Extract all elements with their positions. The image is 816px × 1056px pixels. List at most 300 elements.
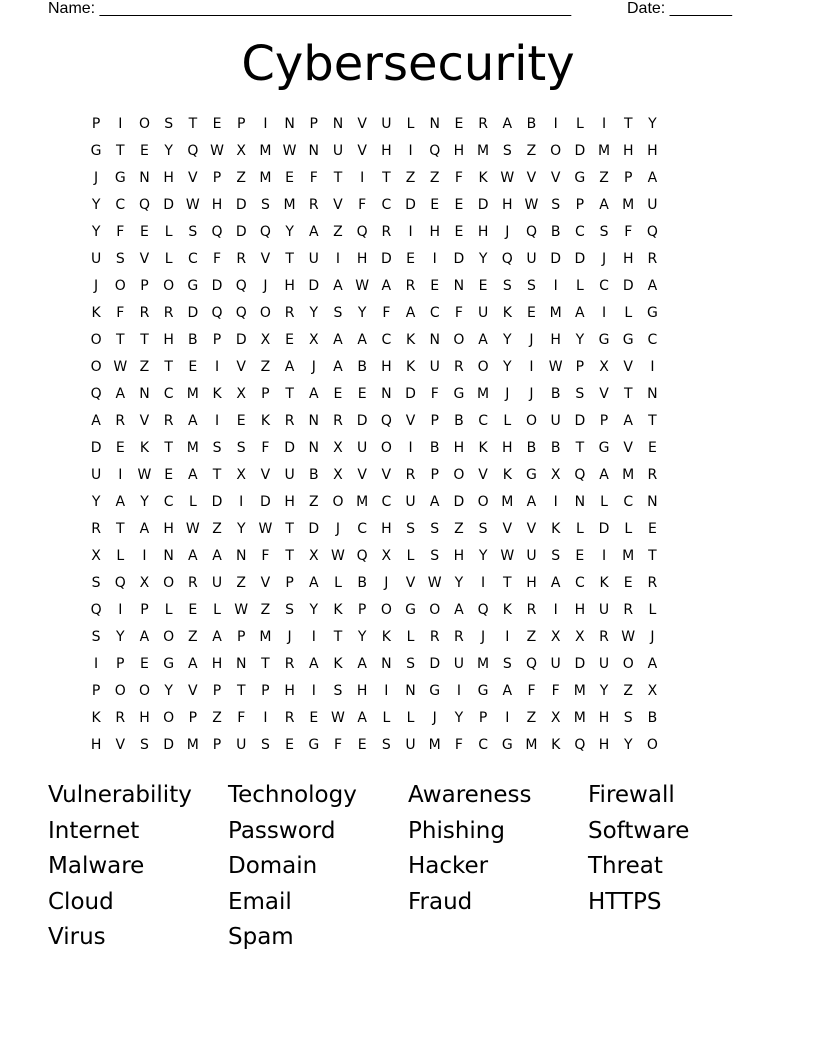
grid-letter: Q — [477, 602, 489, 618]
grid-letter: D — [405, 197, 416, 213]
grid-letter: B — [188, 332, 198, 348]
grid-letter: O — [163, 278, 175, 294]
grid-letter: N — [308, 143, 320, 159]
grid-letter: M — [283, 197, 296, 213]
grid-letter: H — [163, 521, 174, 537]
grid-letter: T — [116, 521, 125, 537]
grid-letter: H — [284, 494, 295, 510]
grid-letter: A — [188, 656, 198, 672]
grid-letter: I — [214, 359, 220, 375]
grid-letter: P — [599, 413, 609, 429]
grid-letter: G — [598, 332, 610, 348]
word-list-item: Virus — [48, 924, 106, 950]
grid-letter: W — [427, 575, 442, 591]
grid-letter: A — [599, 197, 609, 213]
grid-letter: N — [429, 116, 440, 132]
grid-letter: X — [575, 629, 585, 645]
grid-letter: Y — [91, 197, 101, 213]
grid-letter: D — [187, 305, 199, 321]
grid-letter: T — [648, 548, 657, 564]
grid-letter: L — [503, 413, 512, 429]
grid-letter: V — [260, 575, 271, 591]
grid-letter: E — [357, 386, 367, 402]
grid-letter: W — [258, 521, 273, 537]
grid-letter: R — [405, 467, 416, 483]
grid-letter: M — [186, 737, 199, 753]
grid-letter: D — [550, 251, 562, 267]
grid-letter: A — [647, 278, 658, 294]
grid-letter: C — [599, 278, 609, 294]
grid-letter: A — [308, 224, 319, 240]
grid-letter: A — [212, 629, 222, 645]
grid-letter: U — [236, 737, 247, 753]
grid-letter: D — [453, 494, 465, 510]
grid-letter: E — [527, 305, 536, 321]
grid-letter: I — [311, 683, 316, 699]
grid-letter: E — [647, 440, 657, 456]
grid-letter: D — [308, 521, 320, 537]
grid-letter: Z — [212, 710, 222, 726]
grid-letter: L — [600, 494, 608, 510]
grid-letter: A — [188, 413, 198, 429]
grid-letter: I — [505, 710, 510, 726]
grid-letter: G — [574, 170, 586, 186]
grid-letter: F — [309, 170, 318, 186]
grid-row — [84, 653, 740, 680]
grid-letter: X — [308, 548, 319, 564]
grid-letter: P — [285, 575, 294, 591]
grid-letter: I — [408, 224, 413, 240]
grid-letter: E — [140, 224, 149, 240]
grid-letter: W — [331, 548, 345, 564]
grid-letter: L — [164, 224, 173, 240]
grid-letter: L — [406, 629, 415, 645]
grid-letter: U — [550, 413, 561, 429]
grid-letter: S — [164, 116, 174, 132]
grid-letter: D — [235, 224, 247, 240]
grid-letter: S — [551, 197, 561, 213]
grid-letter: Q — [114, 575, 126, 591]
grid-letter: O — [550, 143, 562, 159]
grid-letter: Y — [164, 683, 173, 699]
grid-letter: G — [90, 143, 102, 159]
grid-letter: H — [502, 440, 513, 456]
grid-letter: R — [284, 305, 295, 321]
grid-letter: M — [549, 305, 562, 321]
grid-letter: M — [477, 386, 490, 402]
grid-letter: L — [164, 602, 173, 618]
grid-letter: I — [529, 359, 534, 375]
grid-letter: A — [212, 548, 222, 564]
grid-letter: Z — [623, 683, 634, 699]
grid-letter: M — [622, 197, 635, 213]
grid-letter: N — [139, 386, 150, 402]
word-list-item: Phishing — [408, 817, 505, 844]
grid-letter: V — [405, 413, 416, 429]
grid-letter: M — [428, 737, 441, 753]
grid-row — [84, 329, 740, 356]
grid-letter: U — [90, 467, 102, 483]
grid-letter: K — [599, 575, 609, 591]
grid-letter: B — [526, 440, 537, 456]
grid-letter: N — [574, 494, 586, 510]
word-list-item: Firewall — [588, 782, 675, 808]
grid-letter: J — [287, 629, 292, 645]
grid-letter: G — [646, 305, 658, 321]
grid-letter: H — [381, 143, 392, 159]
grid-letter: M — [573, 683, 586, 699]
grid-letter: N — [308, 413, 320, 429]
grid-letter: A — [333, 332, 343, 348]
grid-letter: A — [454, 602, 464, 618]
grid-letter: Y — [503, 332, 512, 348]
page-title: Cybersecurity — [241, 36, 575, 92]
grid-letter: A — [550, 575, 561, 591]
grid-letter: W — [524, 197, 539, 213]
grid-letter: H — [453, 548, 465, 564]
grid-letter: J — [505, 386, 510, 402]
grid-letter: V — [188, 683, 198, 699]
grid-letter: J — [94, 278, 99, 294]
grid-letter: A — [91, 413, 101, 429]
grid-row — [84, 734, 740, 761]
grid-letter: O — [453, 467, 465, 483]
grid-letter: G — [501, 737, 513, 753]
grid-letter: I — [142, 548, 147, 564]
grid-letter: I — [263, 116, 268, 132]
word-list — [48, 780, 788, 958]
grid-letter: Q — [235, 305, 247, 321]
grid-letter: M — [477, 143, 490, 159]
grid-letter: O — [646, 737, 658, 753]
grid-letter: I — [432, 251, 437, 267]
grid-letter: R — [381, 224, 392, 240]
grid-letter: Y — [116, 629, 125, 645]
grid-letter: E — [454, 224, 464, 240]
grid-letter: Q — [90, 602, 102, 618]
grid-letter: S — [140, 737, 149, 753]
grid-letter: R — [187, 575, 198, 591]
grid-letter: I — [601, 305, 607, 321]
grid-letter: I — [311, 629, 316, 645]
grid-letter: L — [406, 116, 415, 132]
word-list-item: HTTPS — [588, 888, 662, 915]
word-list-item: Hacker — [408, 853, 489, 879]
grid-letter: R — [163, 413, 174, 429]
grid-letter: I — [118, 602, 123, 618]
grid-letter: F — [551, 683, 560, 699]
grid-letter: O — [138, 683, 150, 699]
grid-letter: F — [116, 224, 125, 240]
grid-letter: Y — [140, 494, 149, 510]
grid-letter: K — [212, 386, 222, 402]
grid-letter: M — [501, 494, 514, 510]
grid-letter: B — [526, 116, 537, 132]
grid-letter: S — [430, 521, 440, 537]
grid-letter: Z — [260, 602, 271, 618]
grid-letter: D — [574, 251, 586, 267]
grid-letter: A — [308, 575, 319, 591]
word-list-item: Email — [228, 888, 292, 915]
grid-letter: Y — [91, 494, 101, 510]
grid-letter: H — [356, 683, 368, 699]
grid-letter: O — [138, 116, 150, 132]
grid-letter: R — [623, 602, 634, 618]
grid-letter: O — [380, 440, 392, 456]
grid-letter: H — [574, 602, 586, 618]
grid-letter: Q — [646, 224, 658, 240]
grid-letter: B — [308, 467, 319, 483]
grid-letter: E — [454, 197, 464, 213]
grid-letter: G — [622, 332, 634, 348]
grid-letter: H — [163, 332, 174, 348]
grid-letter: R — [284, 413, 295, 429]
grid-letter: U — [357, 440, 368, 456]
grid-letter: B — [550, 386, 561, 402]
grid-letter: L — [116, 548, 125, 564]
grid-letter: S — [381, 737, 391, 753]
grid-letter: L — [188, 494, 197, 510]
grid-letter: X — [308, 332, 319, 348]
grid-letter: A — [599, 467, 609, 483]
grid-letter: I — [360, 170, 365, 186]
grid-letter: K — [405, 332, 416, 348]
grid-letter: T — [164, 440, 173, 456]
grid-letter: Z — [333, 224, 343, 240]
grid-letter: V — [357, 143, 367, 159]
grid-letter: V — [357, 116, 367, 132]
grid-letter: P — [236, 116, 246, 132]
grid-letter: V — [478, 467, 488, 483]
grid-letter: Y — [599, 683, 609, 699]
grid-row — [84, 545, 740, 572]
grid-letter: A — [429, 494, 440, 510]
grid-letter: I — [481, 575, 486, 591]
grid-row — [84, 626, 740, 653]
date-line: Date: _______ — [627, 0, 732, 17]
grid-letter: Y — [164, 143, 173, 159]
grid-letter: C — [647, 332, 658, 348]
grid-letter: G — [598, 440, 610, 456]
grid-letter: Y — [478, 251, 488, 267]
grid-letter: I — [553, 602, 558, 618]
grid-letter: W — [355, 278, 370, 294]
grid-letter: E — [188, 602, 198, 618]
grid-letter: F — [527, 683, 536, 699]
grid-letter: L — [406, 710, 415, 726]
grid-letter: I — [263, 710, 268, 726]
grid-letter: D — [598, 521, 610, 537]
grid-letter: E — [406, 251, 415, 267]
grid-letter: J — [263, 278, 268, 294]
grid-letter: X — [381, 548, 392, 564]
grid-letter: W — [234, 602, 249, 618]
grid-letter: O — [332, 494, 344, 510]
grid-letter: L — [406, 548, 415, 564]
grid-letter: G — [477, 683, 489, 699]
grid-letter: M — [597, 143, 611, 159]
grid-letter: X — [333, 440, 343, 456]
grid-letter: T — [116, 143, 125, 159]
grid-row — [84, 383, 740, 410]
grid-letter: Q — [525, 224, 537, 240]
grid-letter: V — [381, 467, 392, 483]
grid-letter: J — [94, 170, 99, 186]
grid-letter: D — [211, 494, 223, 510]
grid-letter: T — [623, 116, 633, 132]
grid-letter: D — [211, 278, 223, 294]
grid-letter: T — [382, 170, 391, 186]
grid-letter: Y — [285, 224, 294, 240]
grid-letter: B — [647, 710, 658, 726]
grid-letter: R — [163, 305, 174, 321]
grid-letter: A — [478, 332, 488, 348]
grid-letter: K — [405, 359, 416, 375]
grid-letter: M — [186, 386, 199, 402]
grid-letter: R — [454, 629, 464, 645]
grid-letter: H — [429, 224, 440, 240]
grid-letter: Y — [454, 575, 464, 591]
grid-letter: N — [647, 386, 658, 402]
grid-letter: V — [526, 521, 537, 537]
grid-letter: N — [284, 116, 295, 132]
grid-letter: J — [311, 359, 316, 375]
grid-letter: D — [90, 440, 102, 456]
grid-letter: C — [381, 197, 392, 213]
grid-letter: Q — [211, 305, 223, 321]
grid-letter: U — [429, 359, 440, 375]
grid-letter: B — [454, 413, 464, 429]
grid-letter: E — [454, 116, 464, 132]
grid-letter: S — [333, 305, 343, 321]
grid-letter: Z — [405, 170, 416, 186]
grid-letter: O — [259, 305, 271, 321]
grid-letter: W — [185, 197, 200, 213]
grid-letter: Z — [260, 359, 271, 375]
grid-letter: P — [91, 116, 101, 132]
grid-letter: T — [648, 413, 657, 429]
grid-letter: H — [211, 656, 223, 672]
grid-letter: E — [236, 413, 246, 429]
grid-letter: L — [575, 521, 584, 537]
grid-letter: A — [526, 494, 537, 510]
grid-letter: V — [357, 467, 367, 483]
grid-letter: C — [429, 305, 440, 321]
grid-letter: E — [623, 575, 633, 591]
grid-letter: S — [551, 548, 561, 564]
grid-letter: Q — [187, 143, 199, 159]
grid-letter: M — [259, 629, 272, 645]
grid-letter: V — [599, 386, 609, 402]
grid-letter: E — [212, 116, 222, 132]
grid-letter: V — [139, 413, 150, 429]
grid-letter: Q — [356, 548, 368, 564]
grid-letter: R — [647, 251, 658, 267]
grid-letter: C — [381, 332, 392, 348]
grid-letter: A — [647, 656, 658, 672]
grid-letter: S — [575, 386, 585, 402]
grid-letter: J — [529, 332, 534, 348]
grid-letter: I — [239, 494, 244, 510]
grid-letter: J — [335, 521, 341, 537]
grid-letter: C — [574, 575, 585, 591]
grid-letter: T — [623, 386, 633, 402]
grid-letter: U — [647, 197, 658, 213]
grid-letter: A — [139, 629, 150, 645]
grid-letter: Y — [309, 602, 319, 618]
grid-letter: M — [259, 143, 272, 159]
grid-letter: E — [430, 197, 440, 213]
grid-letter: I — [650, 359, 655, 375]
grid-letter: R — [284, 656, 295, 672]
grid-letter: S — [333, 683, 343, 699]
grid-letter: R — [236, 251, 247, 267]
grid-letter: W — [548, 359, 563, 375]
grid-letter: X — [236, 386, 247, 402]
grid-letter: R — [454, 359, 464, 375]
grid-letter: G — [453, 386, 465, 402]
grid-letter: N — [308, 440, 320, 456]
grid-letter: L — [334, 575, 342, 591]
grid-letter: Z — [308, 494, 319, 510]
grid-letter: P — [575, 359, 585, 375]
grid-letter: U — [526, 548, 537, 564]
grid-letter: B — [357, 359, 367, 375]
grid-letter: D — [235, 197, 247, 213]
grid-letter: X — [260, 332, 271, 348]
grid-letter: V — [550, 170, 561, 186]
grid-letter: H — [139, 710, 150, 726]
grid-letter: U — [405, 737, 416, 753]
grid-letter: A — [308, 656, 319, 672]
grid-letter: T — [164, 359, 173, 375]
grid-letter: T — [212, 467, 222, 483]
grid-letter: Y — [454, 710, 464, 726]
grid-letter: F — [454, 305, 463, 321]
grid-letter: N — [647, 494, 658, 510]
grid-letter: M — [622, 548, 635, 564]
grid-letter: I — [408, 440, 413, 456]
grid-letter: C — [478, 413, 488, 429]
grid-letter: M — [622, 467, 635, 483]
grid-letter: Y — [357, 629, 367, 645]
grid-letter: H — [90, 737, 102, 753]
grid-letter: L — [164, 251, 173, 267]
grid-letter: O — [163, 575, 175, 591]
grid-letter: C — [163, 386, 174, 402]
grid-letter: F — [430, 386, 439, 402]
grid-row — [84, 707, 740, 734]
grid-letter: X — [599, 359, 609, 375]
grid-letter: P — [236, 629, 246, 645]
grid-letter: J — [505, 224, 510, 240]
grid-letter: W — [185, 521, 200, 537]
grid-row — [84, 599, 740, 626]
grid-letter: E — [478, 278, 488, 294]
grid-letter: R — [115, 413, 126, 429]
grid-letter: T — [285, 251, 294, 267]
grid-letter: O — [163, 710, 175, 726]
grid-letter: U — [550, 656, 561, 672]
word-list-item: Spam — [228, 924, 294, 950]
word-list-item: Malware — [48, 853, 145, 879]
grid-letter: X — [550, 467, 561, 483]
grid-letter: I — [505, 629, 510, 645]
grid-letter: Z — [188, 629, 198, 645]
grid-letter: A — [575, 305, 585, 321]
grid-letter: I — [456, 683, 461, 699]
grid-letter: H — [453, 143, 465, 159]
